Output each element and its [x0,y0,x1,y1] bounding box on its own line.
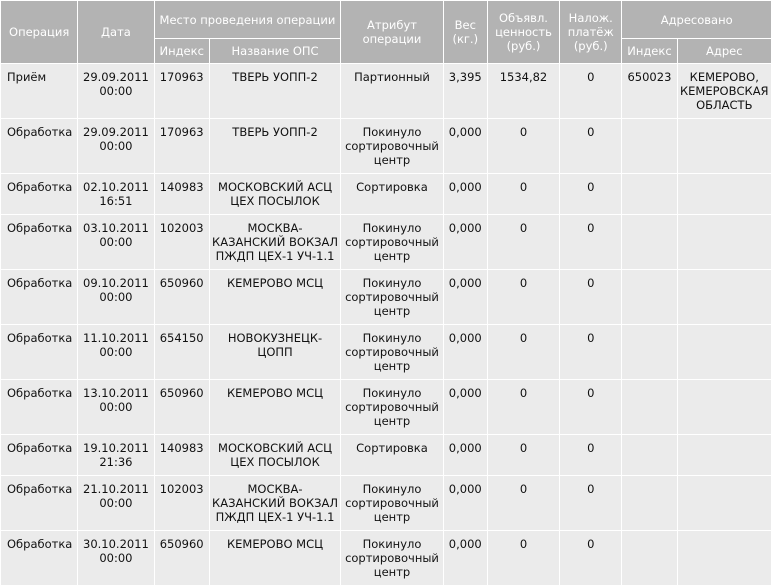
cell-ops-name: МОСКОВСКИЙ АСЦ ЦЕХ ПОСЫЛОК [210,174,341,214]
table-row [1,215,771,269]
table-row [1,270,771,324]
cell-ops-name: МОСКВА-КАЗАНСКИЙ ВОКЗАЛ ПЖДП ЦЕХ-1 УЧ-1.1 [210,215,341,269]
cell-declared-value: 0 [488,174,559,214]
cell-addr-index [622,215,676,269]
header-cod: Налож. платёж (руб.) [560,1,621,63]
cell-declared-value: 1534,82 [488,64,559,118]
cell-addr-index [622,119,676,173]
cell-addr [678,476,771,530]
header-addr-index: Индекс [622,39,676,63]
header-addressed: Адресовано [622,1,771,38]
cell-date: 03.10.2011 00:00 [78,215,153,269]
cell-operation: Обработка [1,435,77,475]
cell-weight: 0,000 [444,435,487,475]
cell-cod: 0 [560,435,621,475]
cell-addr [678,215,771,269]
cell-addr-index: 650023 [622,64,676,118]
cell-index: 102003 [155,476,209,530]
cell-weight: 0,000 [444,325,487,379]
cell-operation: Обработка [1,174,77,214]
cell-weight: 0,000 [444,215,487,269]
cell-cod: 0 [560,476,621,530]
cell-attribute: Покинуло сортировочный центр [341,531,442,585]
header-weight: Вес (кг.) [444,1,487,63]
cell-addr [678,119,771,173]
cell-cod: 0 [560,325,621,379]
cell-addr-index [622,531,676,585]
header-place-name: Название ОПС [210,39,341,63]
cell-attribute: Покинуло сортировочный центр [341,325,442,379]
cell-ops-name: МОСКОВСКИЙ АСЦ ЦЕХ ПОСЫЛОК [210,435,341,475]
cell-addr: КЕМЕРОВО, КЕМЕРОВСКАЯ ОБЛАСТЬ [678,64,771,118]
cell-date: 11.10.2011 00:00 [78,325,153,379]
cell-index: 650960 [155,380,209,434]
table-row [1,174,771,214]
cell-index: 140983 [155,435,209,475]
header-operation: Операция [1,1,77,63]
cell-cod: 0 [560,270,621,324]
cell-attribute: Покинуло сортировочный центр [341,380,442,434]
cell-cod: 0 [560,174,621,214]
cell-ops-name: ТВЕРЬ УОПП-2 [210,64,341,118]
cell-weight: 0,000 [444,531,487,585]
cell-index: 102003 [155,215,209,269]
cell-date: 09.10.2011 00:00 [78,270,153,324]
cell-addr-index [622,325,676,379]
cell-addr [678,174,771,214]
cell-weight: 0,000 [444,119,487,173]
cell-date: 30.10.2011 00:00 [78,531,153,585]
cell-ops-name: КЕМЕРОВО МСЦ [210,380,341,434]
table-row [1,435,771,475]
cell-weight: 0,000 [444,380,487,434]
cell-attribute: Покинуло сортировочный центр [341,270,442,324]
cell-index: 654150 [155,325,209,379]
cell-attribute: Сортировка [341,435,442,475]
header-attribute: Атрибут операции [341,1,442,63]
cell-attribute: Покинуло сортировочный центр [341,215,442,269]
cell-operation: Обработка [1,380,77,434]
cell-index: 170963 [155,64,209,118]
cell-declared-value: 0 [488,380,559,434]
cell-declared-value: 0 [488,325,559,379]
cell-attribute: Покинуло сортировочный центр [341,119,442,173]
cell-addr-index [622,380,676,434]
table-body [1,64,771,585]
table-row [1,64,771,118]
cell-declared-value: 0 [488,476,559,530]
cell-addr [678,435,771,475]
cell-attribute: Сортировка [341,174,442,214]
cell-cod: 0 [560,380,621,434]
cell-index: 650960 [155,531,209,585]
cell-ops-name: КЕМЕРОВО МСЦ [210,531,341,585]
cell-operation: Обработка [1,270,77,324]
cell-ops-name: НОВОКУЗНЕЦК-ЦОПП [210,325,341,379]
cell-cod: 0 [560,215,621,269]
cell-addr-index [622,270,676,324]
cell-weight: 0,000 [444,476,487,530]
cell-date: 13.10.2011 00:00 [78,380,153,434]
cell-weight: 0,000 [444,270,487,324]
cell-date: 21.10.2011 00:00 [78,476,153,530]
cell-addr [678,380,771,434]
cell-attribute: Партионный [341,64,442,118]
header-date: Дата [78,1,153,63]
cell-date: 29.09.2011 00:00 [78,64,153,118]
cell-operation: Обработка [1,215,77,269]
cell-declared-value: 0 [488,215,559,269]
cell-operation: Обработка [1,119,77,173]
cell-date: 02.10.2011 16:51 [78,174,153,214]
header-declared-value: Объявл. ценность (руб.) [488,1,559,63]
cell-attribute: Покинуло сортировочный центр [341,476,442,530]
cell-declared-value: 0 [488,270,559,324]
cell-cod: 0 [560,64,621,118]
cell-declared-value: 0 [488,435,559,475]
cell-ops-name: ТВЕРЬ УОПП-2 [210,119,341,173]
cell-addr-index [622,174,676,214]
cell-ops-name: КЕМЕРОВО МСЦ [210,270,341,324]
cell-weight: 3,395 [444,64,487,118]
cell-index: 650960 [155,270,209,324]
cell-addr [678,325,771,379]
table-header [1,1,771,63]
cell-declared-value: 0 [488,531,559,585]
cell-addr [678,531,771,585]
table-row [1,119,771,173]
table-row [1,380,771,434]
table-row [1,325,771,379]
header-place-index: Индекс [155,39,209,63]
table-row [1,531,771,585]
cell-cod: 0 [560,531,621,585]
cell-ops-name: МОСКВА-КАЗАНСКИЙ ВОКЗАЛ ПЖДП ЦЕХ-1 УЧ-1.1 [210,476,341,530]
cell-index: 170963 [155,119,209,173]
cell-declared-value: 0 [488,119,559,173]
cell-weight: 0,000 [444,174,487,214]
cell-addr-index [622,435,676,475]
header-place: Место проведения операции [155,1,341,38]
cell-addr-index [622,476,676,530]
cell-index: 140983 [155,174,209,214]
cell-operation: Обработка [1,531,77,585]
table-row [1,476,771,530]
cell-date: 29.09.2011 00:00 [78,119,153,173]
cell-cod: 0 [560,119,621,173]
cell-date: 19.10.2011 21:36 [78,435,153,475]
cell-operation: Обработка [1,476,77,530]
cell-addr [678,270,771,324]
cell-operation: Приём [1,64,77,118]
header-addr-address: Адрес [678,39,771,63]
cell-operation: Обработка [1,325,77,379]
